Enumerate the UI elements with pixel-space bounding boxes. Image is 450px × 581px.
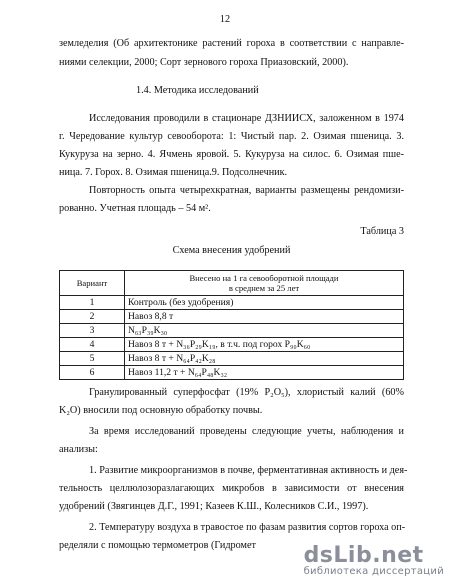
para3-line-2: K₂O) вносили под основную обработку почвы. [59,405,263,416]
section-heading: 1.4. Методика исследований [136,85,259,96]
para5-line-3: удобрений (Звягинцев Д.Г., 1991; Казеев К.Ш., Колесников С.И., 1997). [59,501,369,512]
watermark-logo: dsLib.net [303,543,424,568]
row-number: 3 [60,324,125,338]
row-number: 5 [60,352,125,366]
para6-line-1: 2. Температуру воздуха в травостое по фазам развития сортов гороха оп- [89,522,406,533]
table-row [60,352,404,366]
para2-line-2: рованно. Учетная площадь – 54 м². [59,203,211,214]
row-number: 1 [60,296,125,310]
fertilizer-table [59,270,404,380]
table-row [60,338,404,352]
intro-line-2: ниями селекции, 2000; Сорт зернового гороха Приазовский, 2000). [59,57,349,68]
intro-line-1: земледелия (Об архитектонике растений гороха в соответствии с направле- [59,38,404,49]
header-applied-line-2: в среднем за 25 лет [228,283,300,293]
para2-line-1: Повторность опыта четырехкратная, варианты размещены рендомизи- [89,185,404,196]
para6-line-2: ределяли с помощью термометров (Гидромет [59,540,256,551]
table-row [60,366,404,380]
para1-line-2: г. Чередование культур севооборота: 1: Чистый пар. 2. Озимая пшеница. 3. [59,131,404,142]
table-label: Таблица 3 [360,226,404,237]
watermark-tagline: библиотека диссертаций [303,566,444,577]
header-applied [125,271,404,296]
table-row [60,324,404,338]
watermark [304,543,444,577]
row-text: Навоз 11,2 т + N₆₄P₄₈K₃₂ [125,366,404,380]
para1-line-4: ница. 7. Горох. 8. Озимая пшеница.9. Подсолнечник. [59,167,288,178]
para4-line-2: анализы: [59,444,98,455]
row-text: Контроль (без удобрения) [125,296,404,310]
para1-line-3: Кукуруза на зерно. 4. Ячмень яровой. 5. Кукуруза на силос. 6. Озимая пше- [59,149,404,160]
header-variant: Вариант [60,271,125,296]
para3-line-1: Гранулированный суперфосфат (19% P₂O₅), хлористый калий (60% [89,387,404,398]
row-number: 2 [60,310,125,324]
header-applied-line-1: Внесено на 1 га севооборотной площади [189,273,339,283]
page-number: 12 [219,14,231,25]
row-text: Навоз 8,8 т [125,310,404,324]
row-text: Навоз 8 т + N₆₄P₄₂K₂₈ [125,352,404,366]
row-text: N₆₃P₃₉K₃₀ [125,324,404,338]
para1-line-1: Исследования проводили в стационаре ДЗНИИСХ, заложенном в 1974 [89,113,404,124]
table-title: Схема внесения удобрений [172,245,291,256]
para4-line-1: За время исследований проведены следующие учеты, наблюдения и [89,426,404,437]
row-number: 4 [60,338,125,352]
para5-line-2: тельность целлюлозоразлагающих микробов в зависимости от внесения [59,483,404,494]
table-row [60,310,404,324]
row-text: Навоз 8 т + N₃₆P₂₉K₁₉, в т.ч. под горох P₉₀K₆₀ [125,338,404,352]
table-row [60,296,404,310]
table-header-row [60,271,404,296]
para5-line-1: 1. Развитие микроорганизмов в почве, ферментативная активность и дея- [89,465,408,476]
row-number: 6 [60,366,125,380]
